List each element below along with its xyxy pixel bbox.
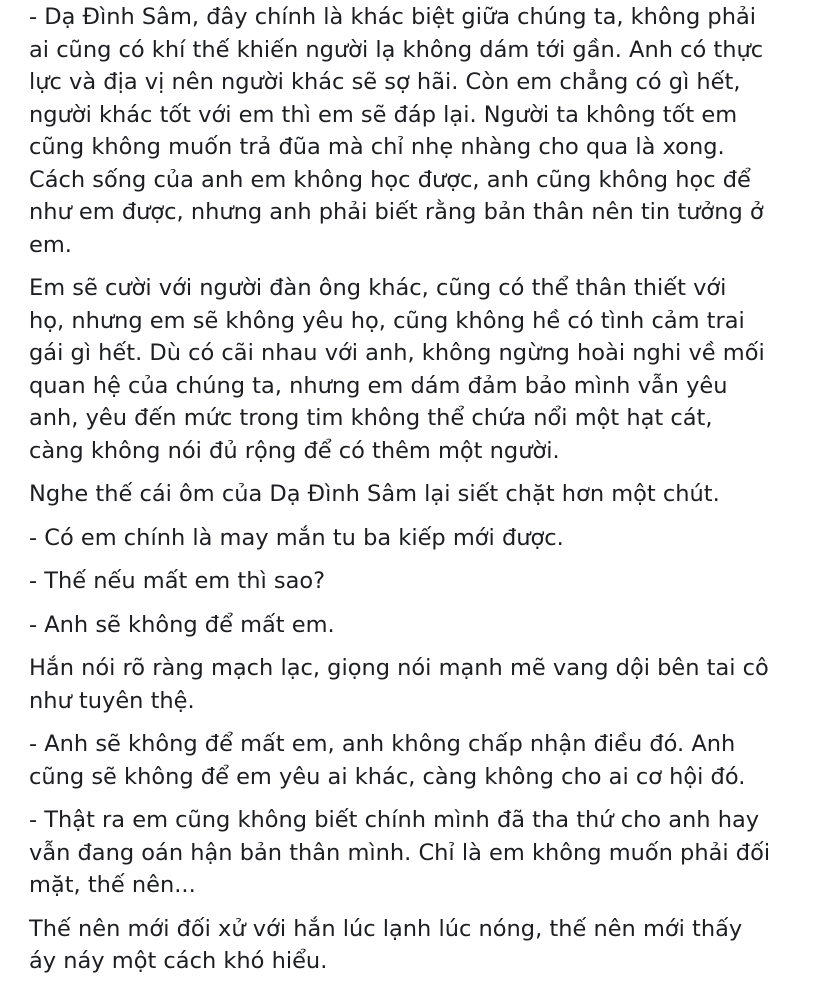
text-line: quan hệ của chúng ta, nhưng em dám đảm bảo mình vẫn yêu — [29, 372, 728, 399]
paragraph — [29, 652, 821, 717]
paragraph — [29, 728, 821, 793]
paragraph — [29, 609, 821, 642]
text-line: anh, yêu đến mức trong tim không thể chứa nổi một hạt cát, — [29, 405, 713, 431]
text-line: - Có em chính là may mắn tu ba kiếp mới được. — [29, 524, 564, 551]
text-line: như tuyên thệ. — [29, 687, 195, 714]
text-line: Cách sống của anh em không học được, anh cũng không học để — [29, 166, 751, 193]
text-line: vẫn đang oán hận bản thân mình. Chỉ là em không muốn phải đối — [29, 839, 771, 866]
paragraph — [29, 1, 821, 261]
text-line: họ, nhưng em sẽ không yêu họ, cũng không hề có tình cảm trai — [29, 307, 745, 334]
text-line: gái gì hết. Dù có cãi nhau với anh, không ngừng hoài nghi về mối — [29, 340, 765, 366]
text-line: lực và địa vị nên người khác sẽ sợ hãi. Còn em chẳng có gì hết, — [29, 69, 741, 95]
text-line: áy náy một cách khó hiểu. — [29, 948, 328, 974]
text-line: cũng không muốn trả đũa mà chỉ nhẹ nhàng cho qua là xong. — [29, 134, 725, 160]
text-line: - Thế nếu mất em thì sao? — [29, 568, 326, 594]
text-line: mặt, thế nên... — [29, 872, 196, 898]
text-line: em. — [29, 231, 72, 258]
post-text-body — [29, 0, 821, 989]
paragraph — [29, 804, 821, 902]
text-line: Thế nên mới đối xử với hắn lúc lạnh lúc nóng, thế nên mới thấy — [29, 915, 743, 942]
text-line: ai cũng có khí thế khiến người lạ không dám tới gần. Anh có thực — [29, 36, 764, 63]
text-line: - Anh sẽ không để mất em, anh không chấp nhận điều đó. Anh — [29, 731, 736, 757]
text-line: - Anh sẽ không để mất em. — [29, 611, 335, 638]
paragraph — [29, 565, 821, 598]
text-line: Hắn nói rõ ràng mạch lạc, giọng nói mạnh mẽ vang dội bên tai cô — [29, 655, 769, 681]
text-line: - Dạ Đình Sâm, đây chính là khác biệt giữa chúng ta, không phải — [29, 4, 756, 30]
text-line: người khác tốt với em thì em sẽ đáp lại. Người ta không tốt em — [29, 101, 738, 128]
text-line: như em được, nhưng anh phải biết rằng bản thân nên tin tưởng ở — [29, 199, 764, 225]
text-line: Nghe thế cái ôm của Dạ Đình Sâm lại siết chặt hơn một chút. — [29, 481, 720, 507]
text-line: cũng sẽ không để em yêu ai khác, càng không cho ai cơ hội đó. — [29, 763, 746, 790]
paragraph — [29, 522, 821, 555]
text-line: Em sẽ cười với người đàn ông khác, cũng có thể thân thiết với — [29, 275, 727, 301]
paragraph — [29, 272, 821, 467]
text-line: càng không nói đủ rộng để có thêm một người. — [29, 437, 560, 464]
text-line: - Thật ra em cũng không biết chính mình đã tha thứ cho anh hay — [29, 807, 760, 833]
paragraph — [29, 478, 821, 511]
paragraph — [29, 913, 821, 978]
